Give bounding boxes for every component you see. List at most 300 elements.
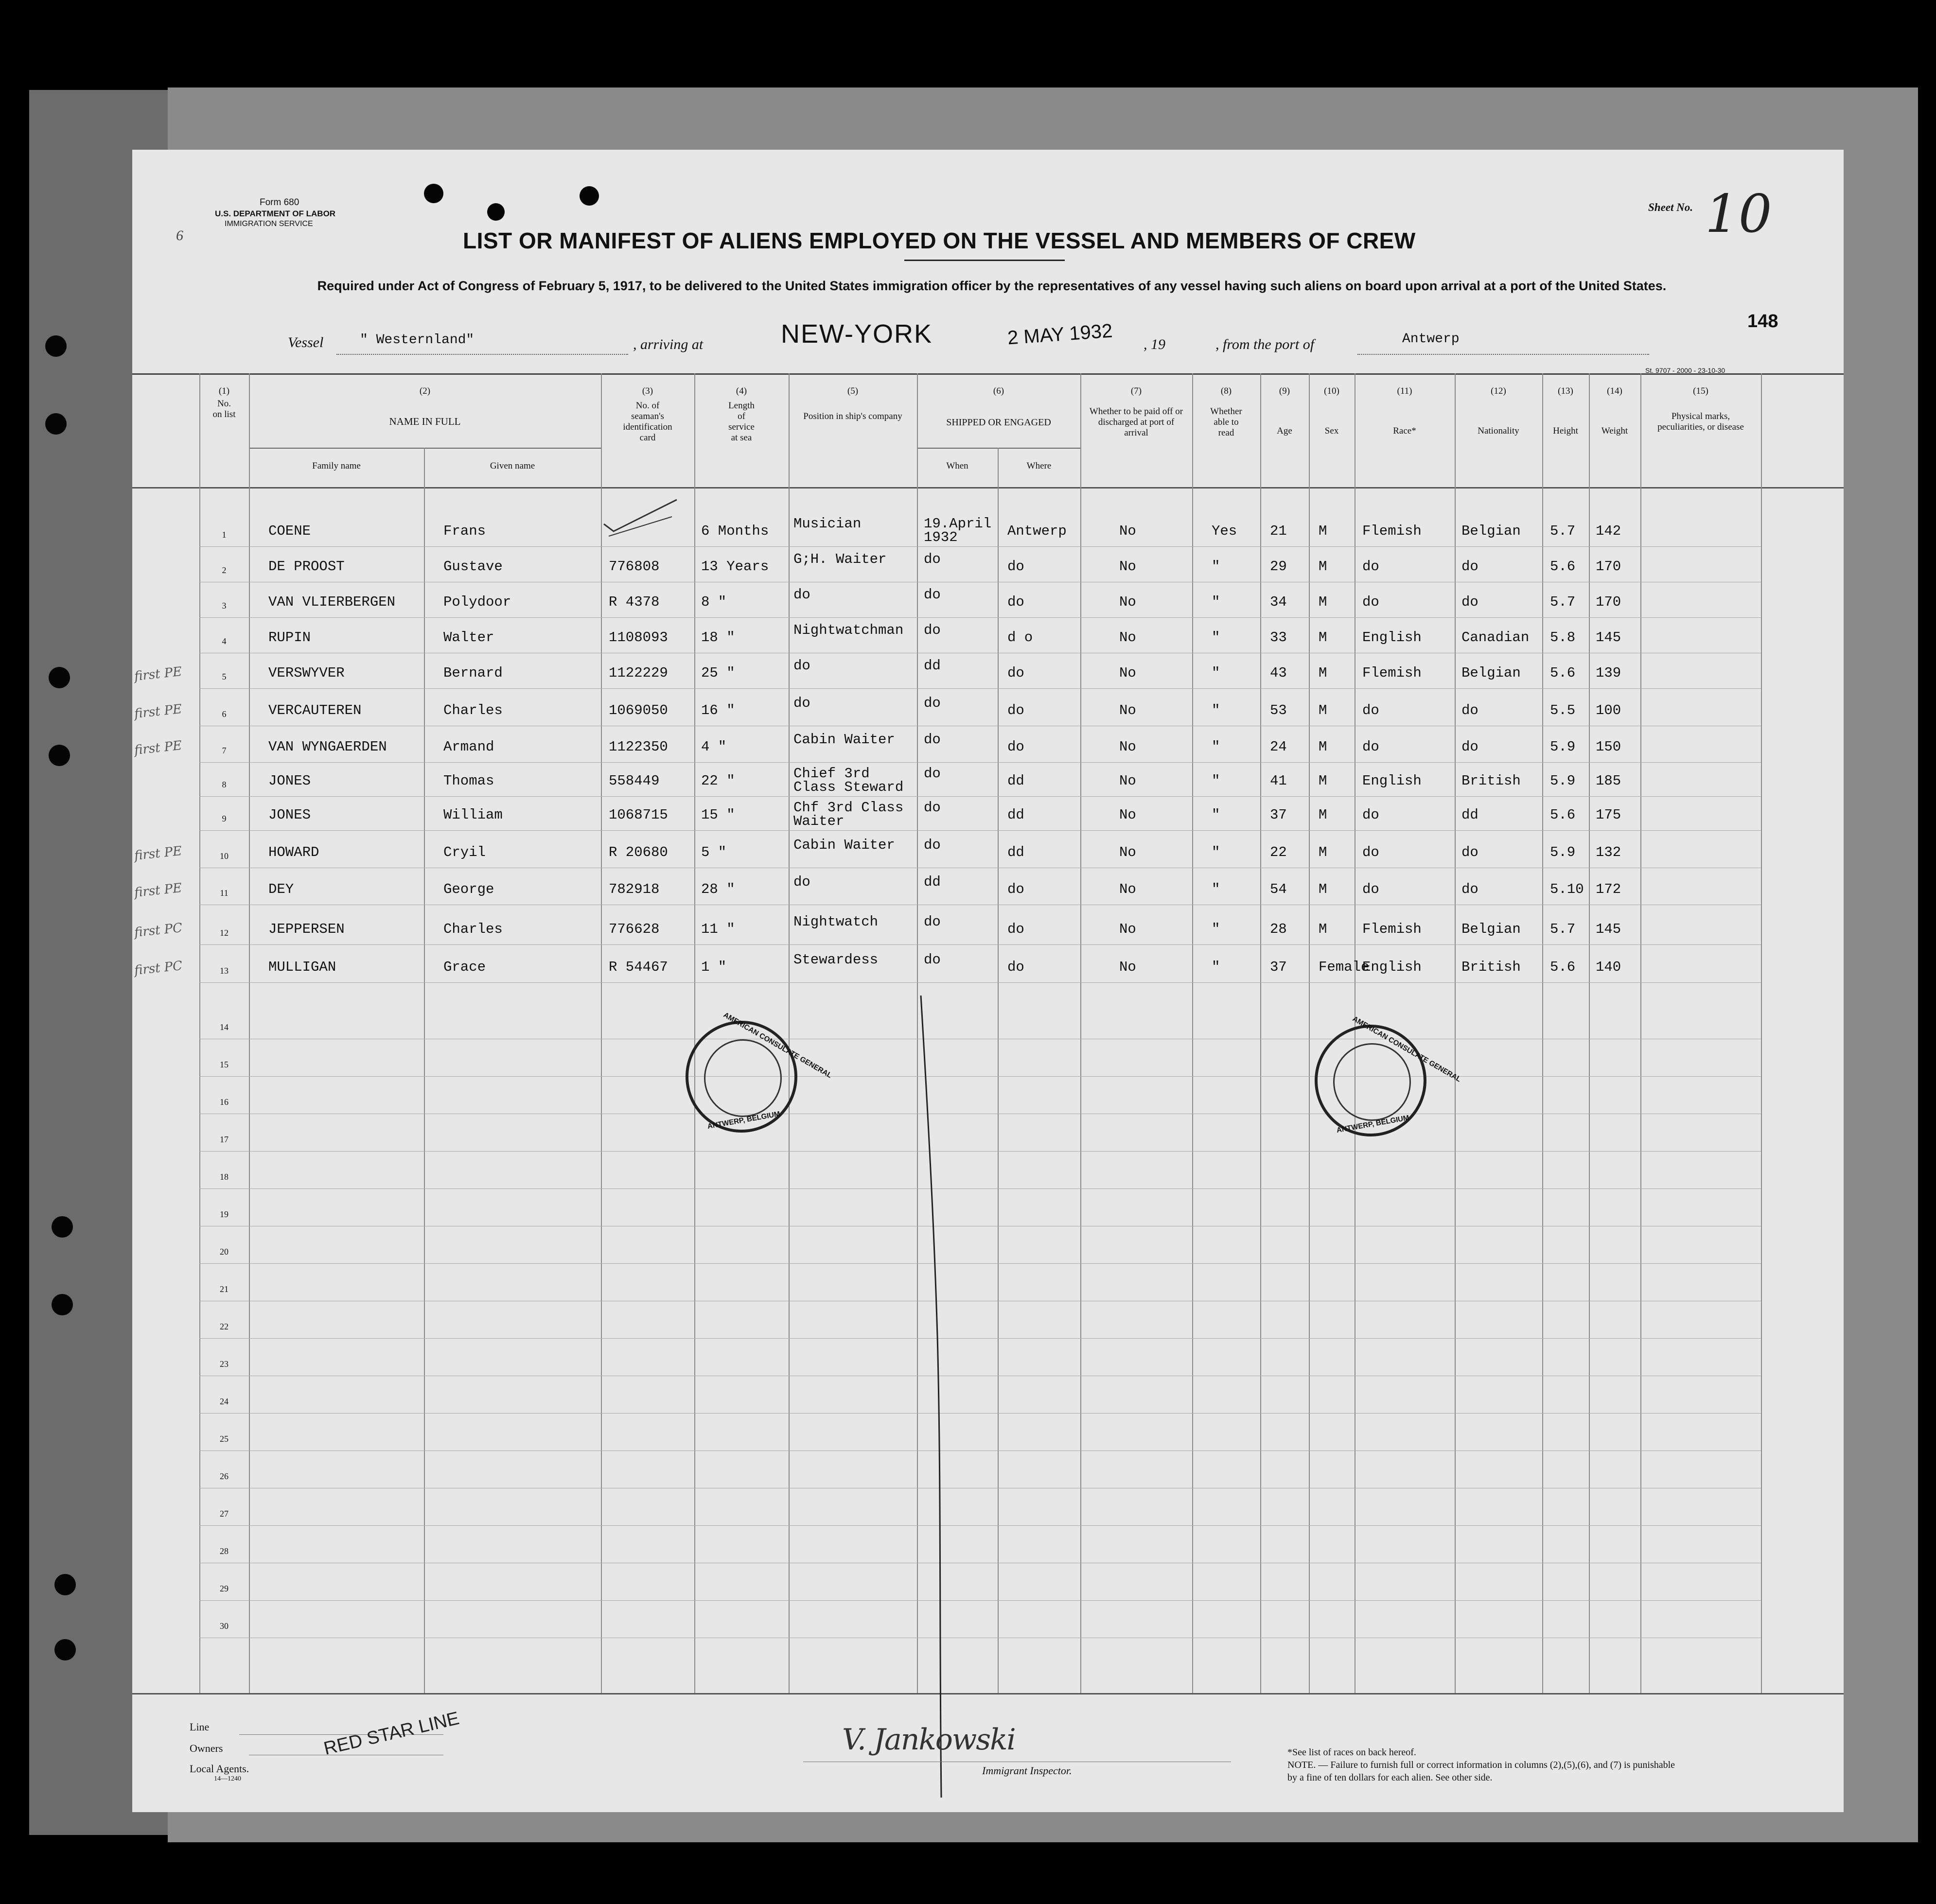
cell-service: 25 ": [701, 665, 735, 681]
cell-sex: M: [1319, 559, 1327, 575]
col-rule: [1080, 373, 1081, 1693]
cell-service: 15 ": [701, 807, 735, 823]
cell-nationality: do: [1461, 702, 1478, 718]
sheet-label: Sheet No.: [1648, 201, 1693, 213]
cell-service: 28 ": [701, 881, 735, 897]
cell-position: Chief 3rd Class Steward: [793, 766, 904, 795]
line-stamp: RED STAR LINE: [322, 1708, 461, 1759]
cell-race: do: [1362, 739, 1379, 755]
footer-note-2: NOTE. — Failure to furnish full or correct information in columns (2),(5),(6), and (7) is punishable by a fine of ten dollars for each alien. See other side.: [1287, 1760, 1675, 1783]
cell-sex: Female: [1319, 959, 1370, 975]
binder-hole: [45, 413, 67, 435]
cell-family: HOWARD: [268, 844, 319, 860]
from-underline: [1357, 354, 1649, 355]
cell-service: 11 ": [701, 921, 735, 937]
cell-read: ": [1212, 629, 1220, 646]
col-header-4: (4) Length of service at sea: [728, 386, 755, 443]
vessel-label: Vessel: [288, 334, 324, 350]
cell-read: ": [1212, 921, 1220, 937]
cell-race: Flemish: [1362, 665, 1422, 681]
col-rule: [1640, 373, 1641, 1693]
cell-card: 1069050: [609, 702, 668, 718]
cell-sex: M: [1319, 773, 1327, 789]
cell-position: Nightwatchman: [793, 622, 904, 638]
cell-no: 4: [222, 636, 227, 646]
cell-height: 5.5: [1550, 702, 1576, 718]
cell-card: R 54467: [609, 959, 668, 975]
cell-age: 53: [1270, 702, 1287, 718]
cell-service: 8 ": [701, 594, 727, 610]
cell-service: 1 ": [701, 959, 727, 975]
cell-given: Polydoor: [443, 594, 511, 610]
line-number: 28: [220, 1546, 229, 1556]
cell-nationality: do: [1461, 881, 1478, 897]
cell-weight: 170: [1596, 594, 1621, 610]
cell-height: 5.9: [1550, 773, 1576, 789]
line-number: 24: [220, 1397, 229, 1406]
cell-paid: No: [1119, 523, 1136, 539]
page-number: 148: [1747, 311, 1778, 332]
cell-service: 5 ": [701, 844, 727, 860]
cell-read: ": [1212, 844, 1220, 860]
line-number: 14: [220, 1022, 229, 1032]
binder-hole: [49, 745, 70, 766]
line-label: Line: [190, 1721, 210, 1733]
vessel-underline: [336, 354, 628, 355]
cell-family: JEPPERSEN: [268, 921, 345, 937]
cell-family: COENE: [268, 523, 311, 539]
cell-nationality: British: [1461, 959, 1521, 975]
col-header-14: (14) Weight: [1601, 386, 1628, 436]
line-number: 15: [220, 1060, 229, 1069]
print-code: St. 9707 - 2000 - 23-10-30: [1645, 367, 1725, 374]
cell-where: dd: [1007, 807, 1024, 823]
footer-note-1: *See list of races on back hereof.: [1287, 1747, 1416, 1758]
row-rule: [199, 944, 1761, 945]
cell-no: 3: [222, 601, 227, 611]
line-number: 29: [220, 1584, 229, 1593]
cell-given: Cryil: [443, 844, 486, 860]
cell-when: do: [924, 837, 941, 853]
col-rule: [424, 448, 425, 1693]
cell-position: do: [793, 695, 810, 711]
cell-when: do: [924, 695, 941, 711]
cell-age: 24: [1270, 739, 1287, 755]
cell-age: 28: [1270, 921, 1287, 937]
row-rule: [199, 1600, 1761, 1601]
cell-sex: M: [1319, 629, 1327, 646]
pen-stroke: [920, 996, 949, 1802]
cell-paid: No: [1119, 702, 1136, 718]
cell-given: Armand: [443, 739, 494, 755]
cell-family: VERCAUTEREN: [268, 702, 362, 718]
cell-read: ": [1212, 739, 1220, 755]
line-number: 27: [220, 1509, 229, 1519]
cell-where: dd: [1007, 773, 1024, 789]
cell-weight: 145: [1596, 921, 1621, 937]
cell-no: 1: [222, 530, 227, 540]
cell-position: G;H. Waiter: [793, 551, 887, 567]
col-header-6: (6) SHIPPED OR ENGAGED: [946, 386, 1051, 428]
col-header-7: (7) Whether to be paid off or discharged at port of arrival: [1089, 386, 1183, 438]
margin-note: first PE: [133, 843, 183, 864]
row-rule: [199, 1263, 1761, 1264]
cell-paid: No: [1119, 773, 1136, 789]
binder-hole: [45, 335, 67, 357]
cell-age: 29: [1270, 559, 1287, 575]
col-header-11: (11) Race*: [1393, 386, 1416, 436]
cell-given: Charles: [443, 921, 503, 937]
punch-mark: [580, 186, 599, 206]
col-header-6-when: When: [946, 461, 968, 471]
cell-height: 5.10: [1550, 881, 1584, 897]
cell-family: DEY: [268, 881, 294, 897]
date-stamp: 2 MAY 1932: [1006, 320, 1113, 349]
cell-sex: M: [1319, 665, 1327, 681]
cell-height: 5.7: [1550, 594, 1576, 610]
line-number: 26: [220, 1471, 229, 1481]
cell-where: do: [1007, 594, 1024, 610]
cell-height: 5.6: [1550, 807, 1576, 823]
cell-family: JONES: [268, 773, 311, 789]
cell-sex: M: [1319, 921, 1327, 937]
cell-nationality: do: [1461, 844, 1478, 860]
cell-given: Bernard: [443, 665, 503, 681]
cell-family: RUPIN: [268, 629, 311, 646]
cell-age: 22: [1270, 844, 1287, 860]
cell-when: do: [924, 551, 941, 567]
cell-age: 33: [1270, 629, 1287, 646]
punch-mark: [424, 184, 443, 203]
col-rule: [1192, 373, 1193, 1693]
cell-race: Flemish: [1362, 921, 1422, 937]
col-rule: [694, 373, 695, 1693]
col-header-13: (13) Height: [1553, 386, 1578, 436]
arriving-port: NEW-YORK: [781, 319, 933, 349]
cell-race: English: [1362, 773, 1422, 789]
cell-weight: 145: [1596, 629, 1621, 646]
cell-when: do: [924, 800, 941, 816]
cell-when: dd: [924, 874, 941, 890]
table-bottom-rule: [132, 1693, 1844, 1694]
header-bottom-rule: [132, 487, 1844, 489]
cell-when: do: [924, 766, 941, 782]
col-header-9: (9) Age: [1277, 386, 1292, 436]
cell-sex: M: [1319, 523, 1327, 539]
cell-no: 8: [222, 780, 227, 789]
cell-read: ": [1212, 594, 1220, 610]
cell-card: 776808: [609, 559, 660, 575]
cell-paid: No: [1119, 959, 1136, 975]
cell-weight: 150: [1596, 739, 1621, 755]
col-rule: [917, 373, 918, 1693]
cell-paid: No: [1119, 559, 1136, 575]
cell-no: 10: [220, 851, 229, 861]
cell-service: 22 ": [701, 773, 735, 789]
line-number: 16: [220, 1097, 229, 1107]
cell-height: 5.7: [1550, 523, 1576, 539]
service-label: IMMIGRATION SERVICE: [225, 220, 313, 228]
cell-weight: 100: [1596, 702, 1621, 718]
line-number: 20: [220, 1247, 229, 1257]
cell-sex: M: [1319, 807, 1327, 823]
cell-no: 2: [222, 565, 227, 575]
cell-service: 16 ": [701, 702, 735, 718]
line-number: 18: [220, 1172, 229, 1182]
cell-when: do: [924, 952, 941, 968]
cell-where: do: [1007, 881, 1024, 897]
cell-race: English: [1362, 629, 1422, 646]
cell-race: do: [1362, 559, 1379, 575]
form-number: Form 680: [260, 197, 299, 208]
cell-family: MULLIGAN: [268, 959, 336, 975]
cell-read: ": [1212, 665, 1220, 681]
cell-age: 21: [1270, 523, 1287, 539]
cell-age: 37: [1270, 807, 1287, 823]
cell-weight: 139: [1596, 665, 1621, 681]
corner-mark: 6: [176, 227, 183, 244]
cell-card: 782918: [609, 881, 660, 897]
line-number: 17: [220, 1135, 229, 1144]
line-number: 22: [220, 1322, 229, 1331]
cell-service: 13 Years: [701, 559, 769, 575]
cell-nationality: dd: [1461, 807, 1478, 823]
cell-weight: 175: [1596, 807, 1621, 823]
row-rule: [199, 688, 1761, 689]
cell-height: 5.9: [1550, 844, 1576, 860]
col-header-2-family: Family name: [312, 461, 361, 471]
margin-note: first PC: [133, 920, 183, 941]
cell-weight: 170: [1596, 559, 1621, 575]
cell-where: d o: [1007, 629, 1033, 646]
cell-nationality: do: [1461, 559, 1478, 575]
arriving-label: , arriving at: [633, 336, 704, 352]
cell-given: Frans: [443, 523, 486, 539]
cell-no: 12: [220, 928, 229, 938]
cell-read: ": [1212, 773, 1220, 789]
cell-no: 13: [220, 966, 229, 976]
consulate-stamp-right: AMERICAN CONSULATE GENERAL ANTWERP, BELGIUM: [1315, 1025, 1426, 1136]
cell-when: do: [924, 732, 941, 748]
inspector-label: Immigrant Inspector.: [982, 1764, 1072, 1777]
margin-note: first PE: [133, 880, 183, 901]
row-rule: [199, 1525, 1761, 1526]
from-port: Antwerp: [1402, 332, 1460, 347]
col-header-12: (12) Nationality: [1478, 386, 1519, 436]
agents-code: 14—1240: [214, 1775, 241, 1782]
cell-age: 43: [1270, 665, 1287, 681]
cell-where: do: [1007, 559, 1024, 575]
cell-age: 54: [1270, 881, 1287, 897]
year-prefix: , 19: [1144, 336, 1165, 352]
cell-weight: 172: [1596, 881, 1621, 897]
cell-race: do: [1362, 807, 1379, 823]
vessel-name: " Westernland": [360, 332, 475, 348]
cell-read: Yes: [1212, 523, 1237, 539]
line-number: 23: [220, 1359, 229, 1369]
cell-card: 558449: [609, 773, 660, 789]
cell-family: VAN WYNGAERDEN: [268, 739, 387, 755]
cell-sex: M: [1319, 594, 1327, 610]
margin-note: first PE: [133, 664, 183, 684]
row-rule: [199, 1076, 1761, 1077]
cell-nationality: Canadian: [1461, 629, 1530, 646]
cell-sex: M: [1319, 702, 1327, 718]
cell-family: VAN VLIERBERGEN: [268, 594, 396, 610]
line-number: 30: [220, 1621, 229, 1631]
col-rule: [601, 373, 602, 1693]
col-header-2-given: Given name: [490, 461, 535, 471]
row-rule: [199, 1151, 1761, 1152]
cell-card: R 20680: [609, 844, 668, 860]
cell-card: 1122229: [609, 665, 668, 681]
cell-given: Grace: [443, 959, 486, 975]
cell-no: 7: [222, 746, 227, 755]
cell-where: do: [1007, 739, 1024, 755]
cell-sex: M: [1319, 739, 1327, 755]
col-header-1: (1) No. on list: [212, 386, 236, 419]
col-header-15: (15) Physical marks, peculiarities, or disease: [1657, 386, 1744, 432]
cell-paid: No: [1119, 594, 1136, 610]
row-rule: [199, 762, 1761, 763]
cell-no: 5: [222, 672, 227, 681]
cell-age: 34: [1270, 594, 1287, 610]
cell-where: do: [1007, 959, 1024, 975]
manifest-sheet: [132, 150, 1844, 1812]
cell-race: do: [1362, 702, 1379, 718]
cell-family: DE PROOST: [268, 559, 345, 575]
cell-no: 9: [222, 814, 227, 823]
cell-service: 18 ": [701, 629, 735, 646]
col-rule: [1455, 373, 1456, 1693]
cell-paid: No: [1119, 881, 1136, 897]
subtitle: Required under Act of Congress of February 5, 1917, to be delivered to the United States immigration officer by the representatives of any vessel having such aliens on board upon arrival at a port of the United States.: [317, 279, 1667, 293]
cell-age: 37: [1270, 959, 1287, 975]
cell-nationality: Belgian: [1461, 921, 1521, 937]
cell-height: 5.6: [1550, 959, 1576, 975]
cell-position: Cabin Waiter: [793, 732, 895, 748]
col-rule: [1542, 373, 1543, 1693]
cell-read: ": [1212, 702, 1220, 718]
row-rule: [199, 830, 1761, 831]
cell-when: do: [924, 587, 941, 603]
signature: V. Jankowski: [842, 1723, 1015, 1757]
margin-note: first PE: [133, 701, 183, 722]
cell-when: dd: [924, 658, 941, 674]
cell-no: 11: [220, 888, 229, 898]
line-number: 19: [220, 1209, 229, 1219]
row-rule: [199, 1450, 1761, 1451]
cell-when: 19.April 1932: [924, 516, 992, 545]
row-rule: [199, 1413, 1761, 1414]
cell-height: 5.9: [1550, 739, 1576, 755]
cell-position: Nightwatch: [793, 914, 879, 930]
cell-sex: M: [1319, 844, 1327, 860]
col-rule: [1260, 373, 1261, 1693]
cell-paid: No: [1119, 629, 1136, 646]
cell-position: Cabin Waiter: [793, 837, 895, 853]
department-label: U.S. DEPARTMENT OF LABOR: [215, 209, 336, 218]
cell-paid: No: [1119, 665, 1136, 681]
table-top-rule: [132, 373, 1844, 375]
binder-hole: [54, 1639, 76, 1660]
cell-where: do: [1007, 665, 1024, 681]
check-marks: [599, 490, 696, 539]
name-subheader-rule: [249, 448, 601, 449]
cell-height: 5.6: [1550, 559, 1576, 575]
cell-nationality: British: [1461, 773, 1521, 789]
cell-weight: 185: [1596, 773, 1621, 789]
row-rule: [199, 617, 1761, 618]
binder-hole: [49, 667, 70, 688]
col-header-2: (2) NAME IN FULL: [389, 386, 461, 427]
cell-paid: No: [1119, 807, 1136, 823]
cell-where: do: [1007, 702, 1024, 718]
cell-height: 5.7: [1550, 921, 1576, 937]
binder-hole: [52, 1294, 73, 1315]
cell-race: English: [1362, 959, 1422, 975]
cell-read: ": [1212, 881, 1220, 897]
cell-family: VERSWYVER: [268, 665, 345, 681]
cell-given: Walter: [443, 629, 494, 646]
cell-position: do: [793, 874, 810, 890]
cell-position: Musician: [793, 516, 862, 532]
cell-read: ": [1212, 959, 1220, 975]
punch-mark: [487, 203, 505, 221]
cell-race: do: [1362, 881, 1379, 897]
cell-weight: 140: [1596, 959, 1621, 975]
cell-read: ": [1212, 559, 1220, 575]
cell-height: 5.8: [1550, 629, 1576, 646]
from-label: , from the port of: [1215, 336, 1315, 352]
col-header-3: (3) No. of seaman's identification card: [623, 386, 672, 443]
cell-paid: No: [1119, 921, 1136, 937]
margin-note: first PE: [133, 738, 183, 758]
cell-position: do: [793, 658, 810, 674]
row-rule: [199, 1188, 1761, 1189]
owners-label: Owners: [190, 1742, 223, 1754]
cell-given: Thomas: [443, 773, 494, 789]
line-number: 25: [220, 1434, 229, 1444]
cell-nationality: Belgian: [1461, 523, 1521, 539]
cell-given: William: [443, 807, 503, 823]
col-rule: [249, 373, 250, 1693]
col-rule: [789, 373, 790, 1693]
cell-given: Gustave: [443, 559, 503, 575]
cell-nationality: do: [1461, 594, 1478, 610]
page-title: LIST OR MANIFEST OF ALIENS EMPLOYED ON THE VESSEL AND MEMBERS OF CREW: [463, 228, 1416, 253]
cell-given: Charles: [443, 702, 503, 718]
cell-service: 4 ": [701, 739, 727, 755]
col-header-8: (8) Whether able to read: [1210, 386, 1242, 438]
cell-weight: 142: [1596, 523, 1621, 539]
cell-race: do: [1362, 844, 1379, 860]
cell-paid: No: [1119, 844, 1136, 860]
binder-hole: [52, 1216, 73, 1238]
margin-note: first PC: [133, 958, 183, 978]
col-rule: [998, 448, 999, 1693]
cell-card: 1068715: [609, 807, 668, 823]
row-rule: [199, 982, 1761, 983]
title-underline: [904, 260, 1065, 261]
cell-age: 41: [1270, 773, 1287, 789]
col-rule: [1589, 373, 1590, 1693]
cell-no: 6: [222, 709, 227, 719]
consulate-stamp-left: AMERICAN CONSULATE GENERAL ANTWERP, BELGIUM: [686, 1021, 797, 1133]
cell-when: do: [924, 914, 941, 930]
binder-hole: [54, 1574, 76, 1595]
cell-position: Chf 3rd Class Waiter: [793, 800, 904, 829]
